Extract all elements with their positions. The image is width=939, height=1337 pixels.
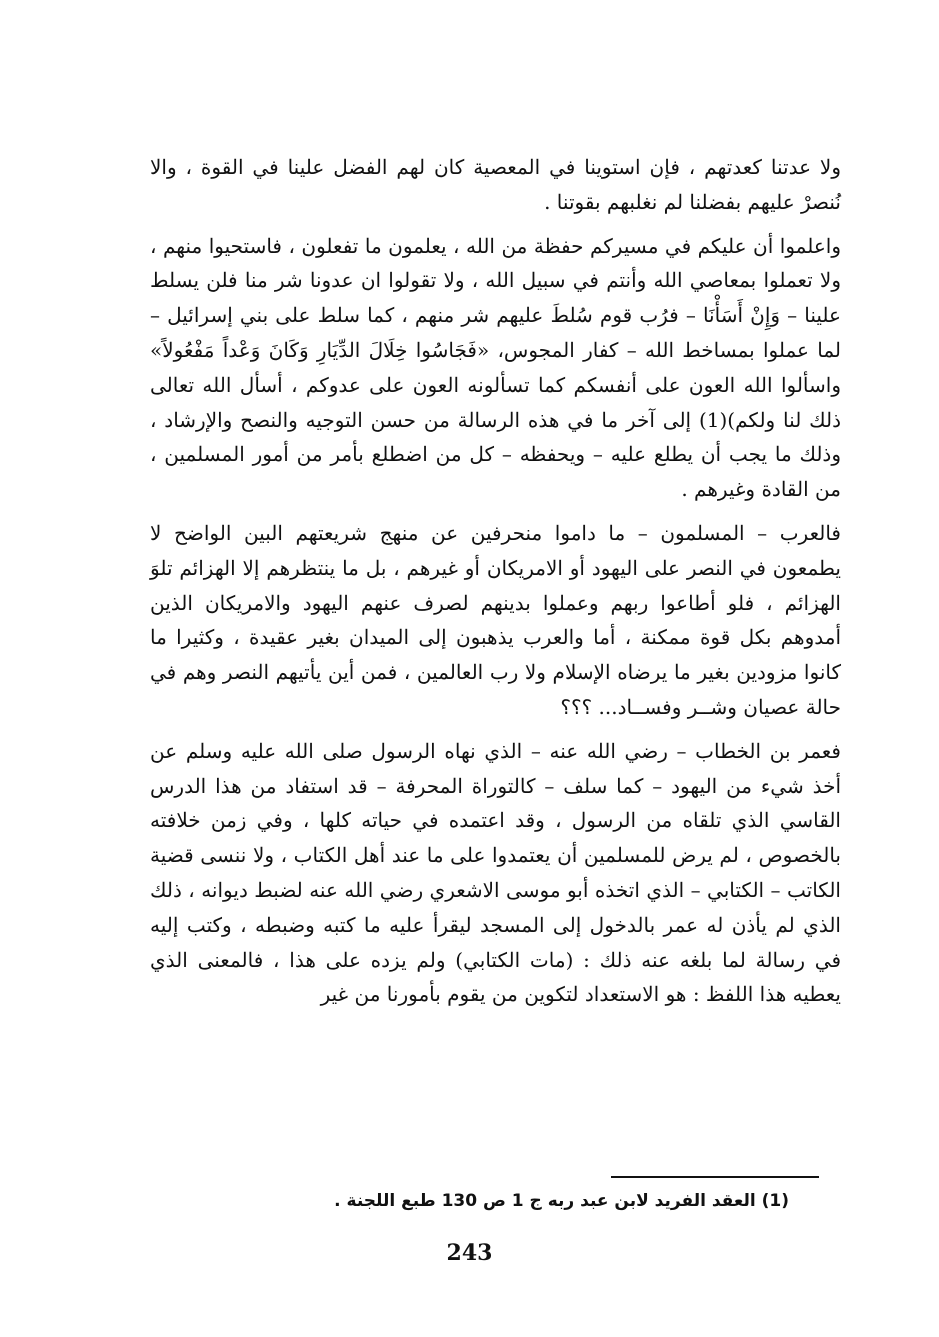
- paragraph-4: فعمر بن الخطاب – رضي الله عنه – الذي نهاه الرسول صلى الله عليه وسلم عن أخذ شيء من اليهود – كما سلف – كالتوراة المحرفة – قد استفاد من هذا الدرس القاسي الذي تلقاه من الرسول ، وقد اعتمده في حياته كلها ، وفي زمن خلافته بالخصوص ، لم يرض للمسلمين أن يعتمدوا على ما عند أهل الكتاب ، ولا ننسى قضية الكاتب – الكتابي – الذي اتخذه أبو موسى الاشعري رضي الله عنه لضبط ديوانه ، ذلك الذي لم يأذن له عمر بالدخول إلى المسجد ليقرأ عليه ما كتبه وضبطه ، وكتب إليه في رسالة لما بلغه عنه ذلك : (مات الكتابي) ولم يزده على هذا ، فالمعنى الذي يعطيه هذا اللفظ : هو الاستعداد لتكوين من يقوم بأمورنا من غير: [150, 738, 841, 1007]
- footnote-divider: [611, 1176, 819, 1178]
- paragraph-3: فالعرب – المسلمون – ما داموا منحرفين عن منهج شريعتهم البين الواضح لا يطمعون في النصر على اليهود أو الامريكان أو غيرهم ، بل ما ينتظرهم إلا الهزائم تلوَ الهزائم ، فلو أطاعوا ربهم وعملوا بدينهم لصرف عنهم اليهود والامريكان الذين أمدوهم بكل قوة ممكنة ، أما والعرب يذهبون إلى الميدان بغير عقيدة ، وكثيرا ما كانوا مزودين بغير ما يرضاه الإسلام ولا رب العالمين ، فمن أين يأتيهم النصر وهم في حالة عصيان وشــر وفســاد... ؟؟؟: [150, 520, 841, 719]
- body-text: [150, 150, 841, 1012]
- page-number: 243: [446, 1240, 493, 1266]
- footnote: (1) العقد الفريد لابن عبد ربه ج 1 ص 130 طبع اللجنة .: [334, 1191, 789, 1211]
- paragraph-2: واعلموا أن عليكم في مسيركم حفظة من الله ، يعلمون ما تفعلون ، فاستحيوا منهم ، ولا تعملوا بمعاصي الله وأنتم في سبيل الله ، ولا تقولوا ان عدونا شر منا فلن يسلط علينا – وَإِنْ أَسَأْنَا – فرُب قوم سُلطَ عليهم شر منهم ، كما سلط على بني إسرائيل – لما عملوا بمساخط الله – كفار المجوس، «فَجَاسُوا خِلَالَ الدِّيَارِ وَكَانَ وَعْداً مَفْعُولاً» واسألوا الله العون على أنفسكم كما تسألونه العون على عدوكم ، أسأل الله تعالى ذلك لنا ولكم)(1) إلى آخر ما في هذه الرسالة من حسن التوجيه والنصح والإرشاد ، وذلك ما يجب أن يطلع عليه – ويحفظه – كل من اضطلع بأمر من أمور المسلمين ، من القادة وغيرهم .: [150, 233, 841, 502]
- paragraph-1: ولا عدتنا كعدتهم ، فإن استوينا في المعصية كان لهم الفضل علينا في القوة ، والا نُنصرْ عليهم بفضلنا لم نغلبهم بقوتنا .: [150, 155, 841, 214]
